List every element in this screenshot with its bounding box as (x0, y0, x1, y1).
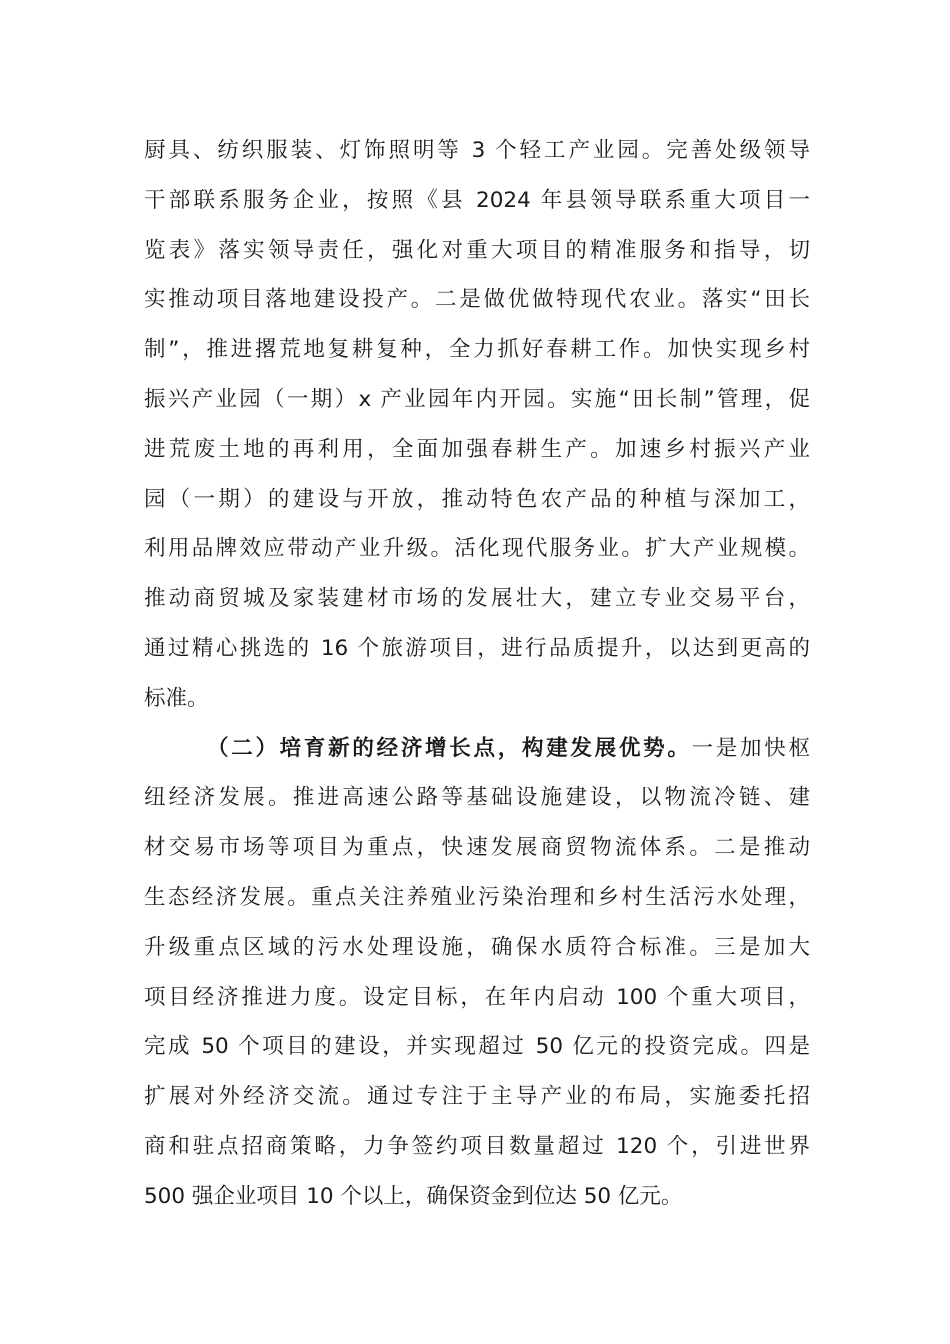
paragraph-2-line: 扩展对外经济交流。通过专注于主导产业的布局，实施委托招 (144, 1084, 810, 1110)
paragraph-1-line: 厨具、纺织服装、灯饰照明等 3 个轻工产业园。完善处级领导 (144, 138, 810, 163)
paragraph-1-line: 园（一期）的建设与开放，推动特色农产品的种植与深加工， (144, 486, 810, 512)
paragraph-1-line: 实推动项目落地建设投产。二是做优做特现代农业。落实“田长 (144, 287, 810, 313)
document-body (144, 126, 810, 1222)
paragraph-1-line: 通过精心挑选的 16 个旅游项目，进行品质提升，以达到更高的 (144, 635, 810, 661)
paragraph-2-line: 完成 50 个项目的建设，并实现超过 50 亿元的投资完成。四是 (144, 1034, 810, 1060)
paragraph-2-line: 材交易市场等项目为重点，快速发展商贸物流体系。二是推动 (144, 835, 810, 861)
paragraph-1-line: 利用品牌效应带动产业升级。活化现代服务业。扩大产业规模。 (144, 536, 810, 562)
section-heading: （二）培育新的经济增长点，构建发展优势。 (207, 735, 692, 761)
paragraph-2-line: 生态经济发展。重点关注养殖业污染治理和乡村生活污水处理， (144, 884, 810, 910)
paragraph-2-line: 500 强企业项目 10 个以上，确保资金到位达 50 亿元。 (144, 1183, 683, 1209)
paragraph-2-line: 纽经济发展。推进高速公路等基础设施建设，以物流冷链、建 (144, 785, 810, 811)
paragraph-1-line: 览表》落实领导责任，强化对重大项目的精准服务和指导，切 (144, 237, 810, 263)
paragraph-1-line: 推动商贸城及家装建材市场的发展壮大，建立专业交易平台， (144, 586, 810, 612)
paragraph-1-line: 干部联系服务企业，按照《县 2024 年县领导联系重大项目一 (144, 187, 810, 213)
paragraph-1-line: 振兴产业园（一期）x 产业园年内开园。实施“田长制”管理，促 (144, 386, 810, 412)
paragraph-2 (144, 724, 810, 1222)
paragraph-2-first-line (144, 724, 810, 774)
paragraph-1-line: 标准。 (144, 685, 209, 711)
paragraph-1-line: 进荒废土地的再利用，全面加强春耕生产。加速乡村振兴产业 (144, 436, 810, 462)
paragraph-2-line: 升级重点区域的污水处理设施，确保水质符合标准。三是加大 (144, 934, 810, 960)
paragraph-2-first-line-text: 一是加快枢 (691, 735, 810, 761)
paragraph-1-line: 制”，推进撂荒地复耕复种，全力抓好春耕工作。加快实现乡村 (144, 337, 810, 363)
paragraph-1 (144, 126, 810, 724)
paragraph-2-line: 项目经济推进力度。设定目标，在年内启动 100 个重大项目， (144, 984, 810, 1010)
paragraph-2-line: 商和驻点招商策略，力争签约项目数量超过 120 个，引进世界 (144, 1133, 810, 1159)
